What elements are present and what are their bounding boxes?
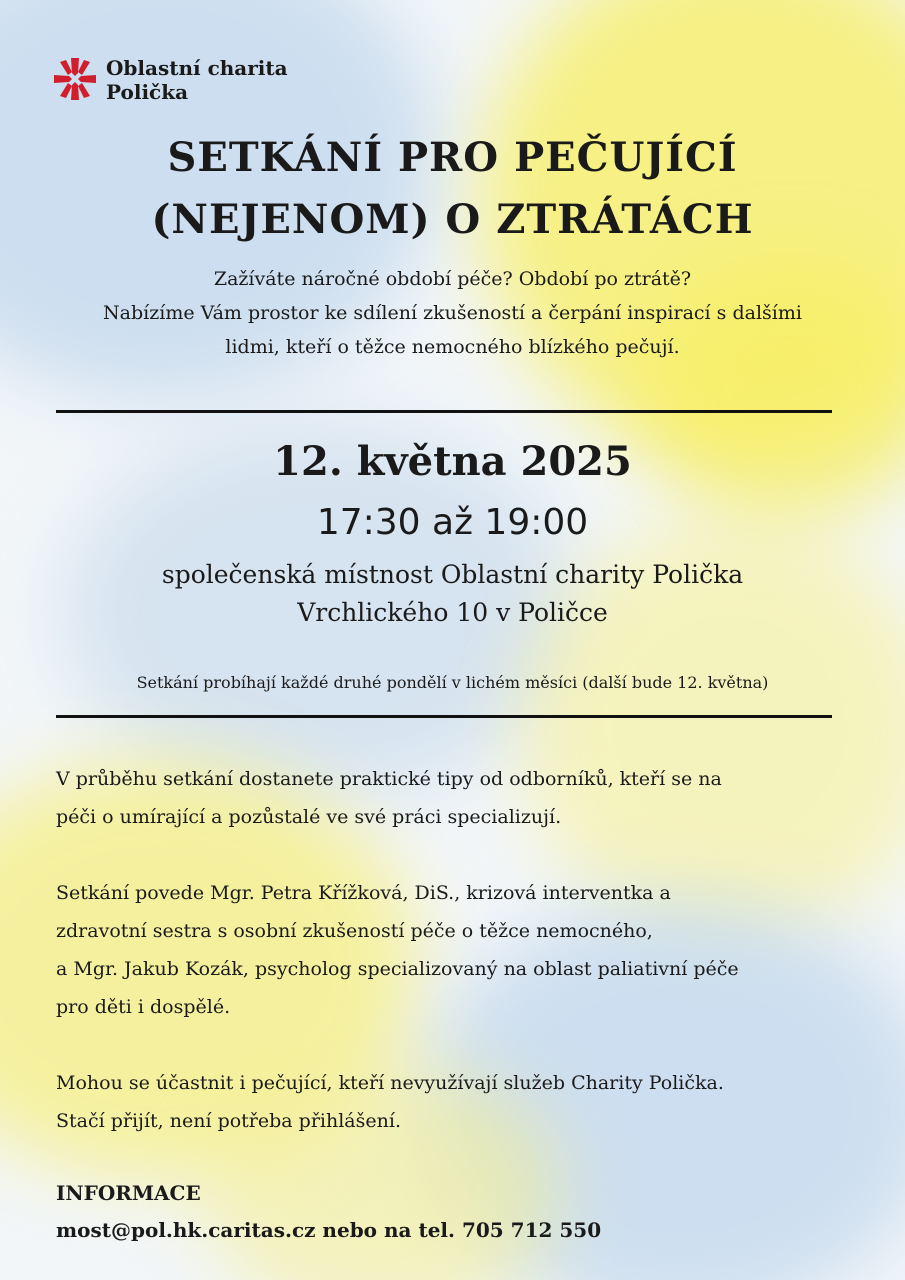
paragraph-tips: [56, 760, 856, 836]
event-date: 12. května 2025: [273, 438, 632, 485]
poster-title-line1: SETKÁNÍ PRO PEČUJÍCÍ: [167, 134, 738, 181]
paragraph-participation: [56, 1064, 856, 1140]
body-line: pro děti i dospělé.: [56, 996, 231, 1018]
body-text: [56, 760, 856, 1178]
event-time: 17:30 až 19:00: [316, 502, 589, 543]
divider-bottom: [56, 715, 832, 718]
body-line: a Mgr. Jakub Kozák, psycholog specializovaný na oblast paliativní péče: [56, 958, 739, 980]
event-place: [0, 556, 905, 632]
body-line: Stačí přijít, není potřeba přihlášení.: [56, 1110, 401, 1132]
event-place-line1: společenská místnost Oblastní charity Polička: [161, 560, 744, 589]
poster-title-line2: (NEJENOM) O ZTRÁTÁCH: [151, 196, 754, 243]
event-place-line2: Vrchlického 10 v Poličce: [297, 598, 608, 627]
info-contact: most@pol.hk.caritas.cz nebo na tel. 705 712 550: [56, 1218, 602, 1242]
organization-name-line1: Oblastní charita: [106, 56, 288, 80]
intro-line: Nabízíme Vám prostor ke sdílení zkušeností a čerpání inspirací s dalšími: [103, 302, 802, 324]
intro-line: Zažíváte náročné období péče? Období po ztrátě?: [213, 268, 692, 290]
intro-text: [40, 262, 865, 364]
body-line: péči o umírající a pozůstalé ve své práci specializují.: [56, 806, 562, 828]
body-line: Mohou se účastnit i pečující, kteří nevyužívají služeb Charity Polička.: [56, 1072, 724, 1094]
body-line: Setkání povede Mgr. Petra Křížková, DiS., krizová interventka a: [56, 882, 671, 904]
body-line: zdravotní sestra s osobní zkušeností péče o těžce nemocného,: [56, 920, 653, 942]
organization-name-line2: Polička: [106, 80, 189, 104]
divider-top: [56, 410, 832, 413]
body-line: V průběhu setkání dostanete praktické tipy od odborníků, kteří se na: [56, 768, 722, 790]
event-schedule-note: Setkání probíhají každé druhé pondělí v lichém měsíci (další bude 12. května): [136, 673, 769, 692]
organization-logo: [52, 56, 288, 104]
paragraph-facilitators: [56, 874, 856, 1026]
info-heading: INFORMACE: [56, 1181, 201, 1205]
caritas-cross-icon: [52, 56, 98, 102]
intro-line: lidmi, kteří o těžce nemocného blízkého pečují.: [225, 336, 680, 358]
